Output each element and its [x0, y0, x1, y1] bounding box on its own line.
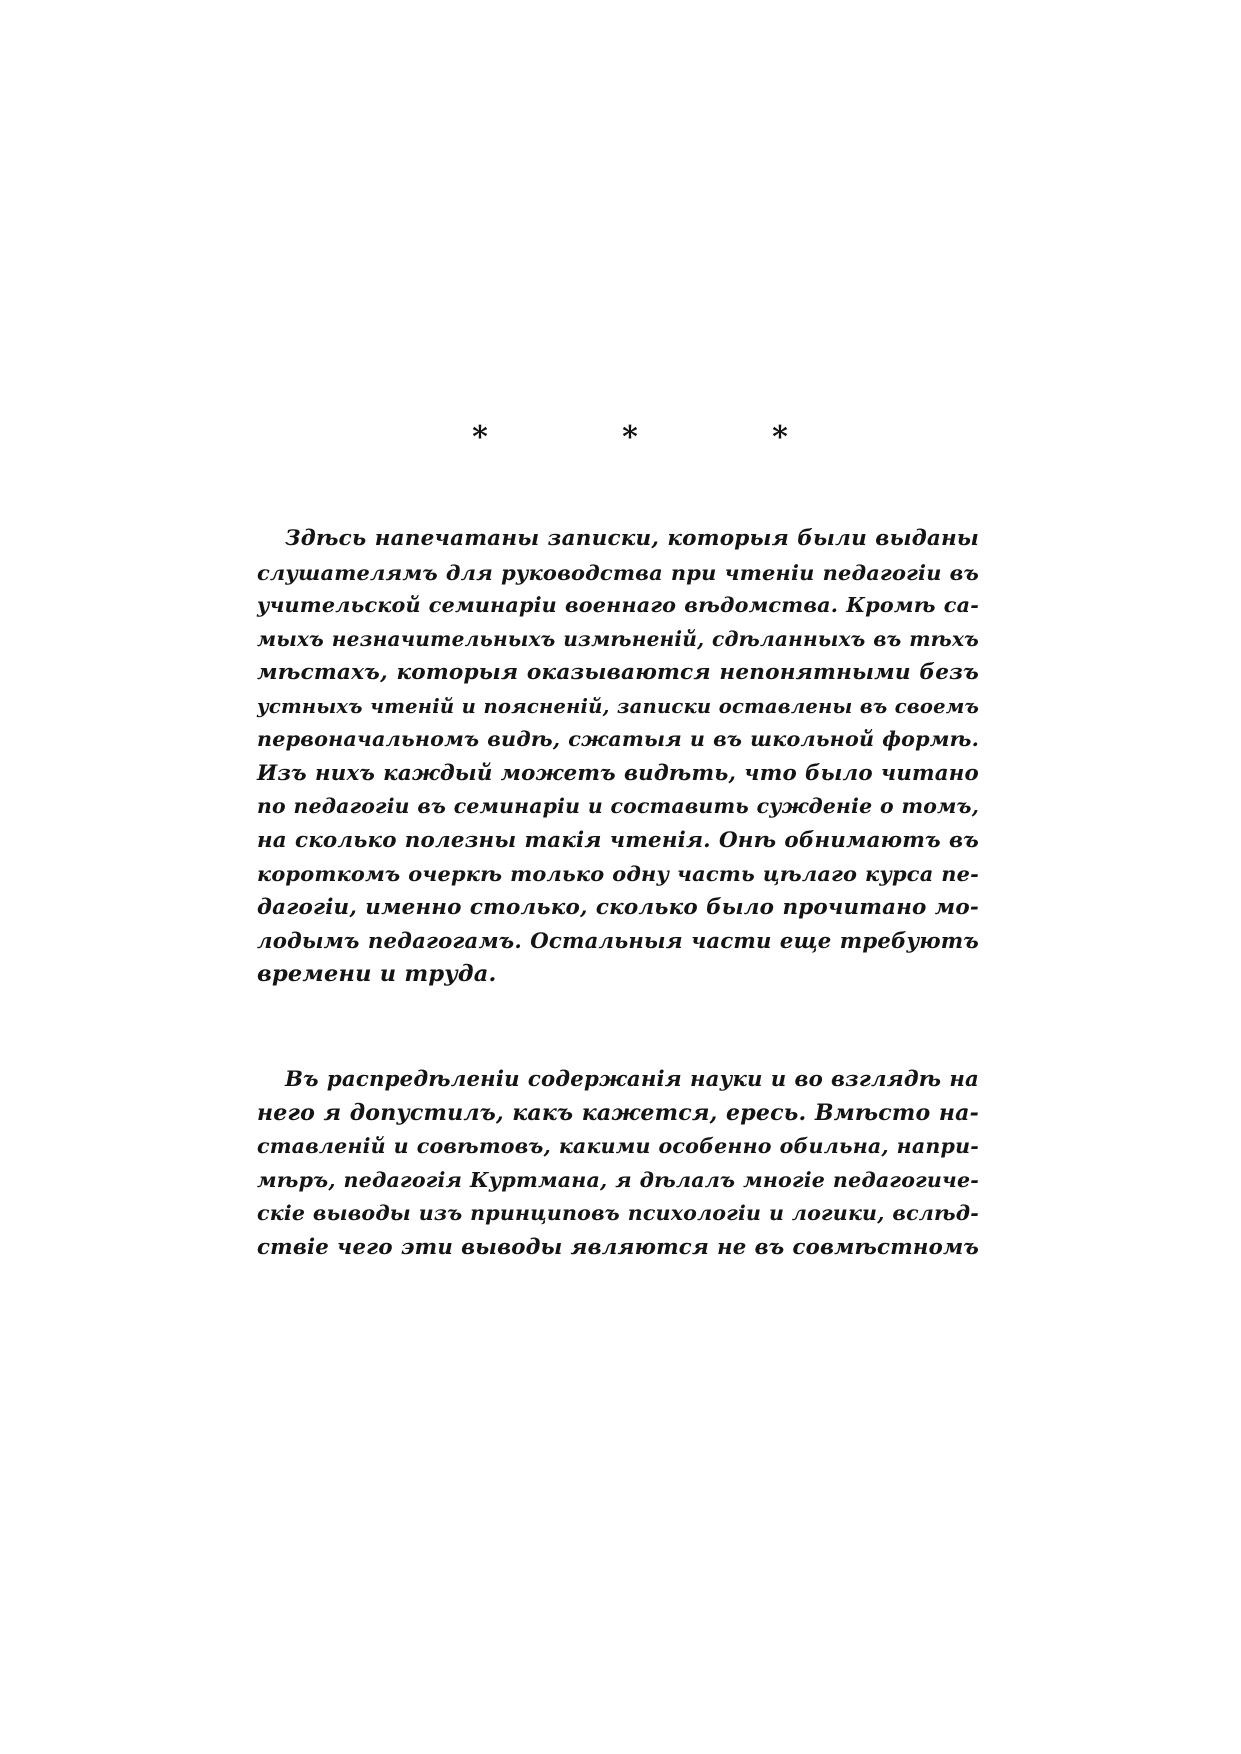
text-line: Здѣсь напечатаны записки, которыя были выданы	[285, 526, 979, 551]
text-line: мѣръ, педагогія Куртмана, я дѣлалъ многіе педагогиче-	[257, 1167, 979, 1192]
asterisk-mark: *	[472, 420, 488, 455]
paragraph-2	[257, 1063, 979, 1264]
text-line: него я допустилъ, какъ кажется, ересь. Вмѣсто на-	[257, 1099, 979, 1126]
text-line: по педагогіи въ семинаріи и составить сужденіе о томъ,	[257, 794, 979, 818]
text-line: короткомъ очеркѣ только одну часть цѣлаго курса пе-	[257, 861, 979, 886]
text-line: учительской семинаріи военнаго вѣдомства. Кромѣ са-	[257, 593, 979, 617]
text-line: скіе выводы изъ принциповъ психологіи и логики, вслѣд-	[257, 1201, 979, 1225]
text-line: лодымъ педагогамъ. Остальныя части еще требуютъ	[257, 928, 979, 953]
text-line: мыхъ незначительныхъ измѣненій, сдѣланныхъ въ тѣхъ	[257, 626, 979, 651]
text-line: устныхъ чтеній и поясненій, записки оставлены въ своемъ	[257, 694, 979, 718]
text-line: ставленій и совѣтовъ, какими особенно обильна, напри-	[257, 1134, 979, 1158]
text-line: Въ распредѣленіи содержанія науки и во взглядѣ на	[285, 1067, 979, 1092]
text-line: первоначальномъ видѣ, сжатыя и въ школьной формѣ.	[257, 727, 979, 751]
text-line: дагогіи, именно столько, сколько было прочитано мо-	[257, 894, 979, 920]
section-separator	[470, 418, 790, 458]
asterisk-mark: *	[622, 420, 638, 455]
text-line: Изъ нихъ каждый можетъ видѣть, что было читано	[257, 760, 979, 786]
text-line: мѣстахъ, которыя оказываются непонятными безъ	[257, 660, 979, 685]
paragraph-1	[257, 522, 979, 991]
text-line: времени и труда.	[257, 960, 497, 987]
text-line: ствіе чего эти выводы являются не въ совмѣстномъ	[257, 1234, 979, 1260]
text-line: на сколько полезны такія чтенія. Онѣ обнимаютъ въ	[257, 827, 979, 853]
text-line: слушателямъ для руководства при чтеніи педагогіи въ	[257, 559, 979, 585]
asterisk-mark: *	[772, 420, 788, 455]
